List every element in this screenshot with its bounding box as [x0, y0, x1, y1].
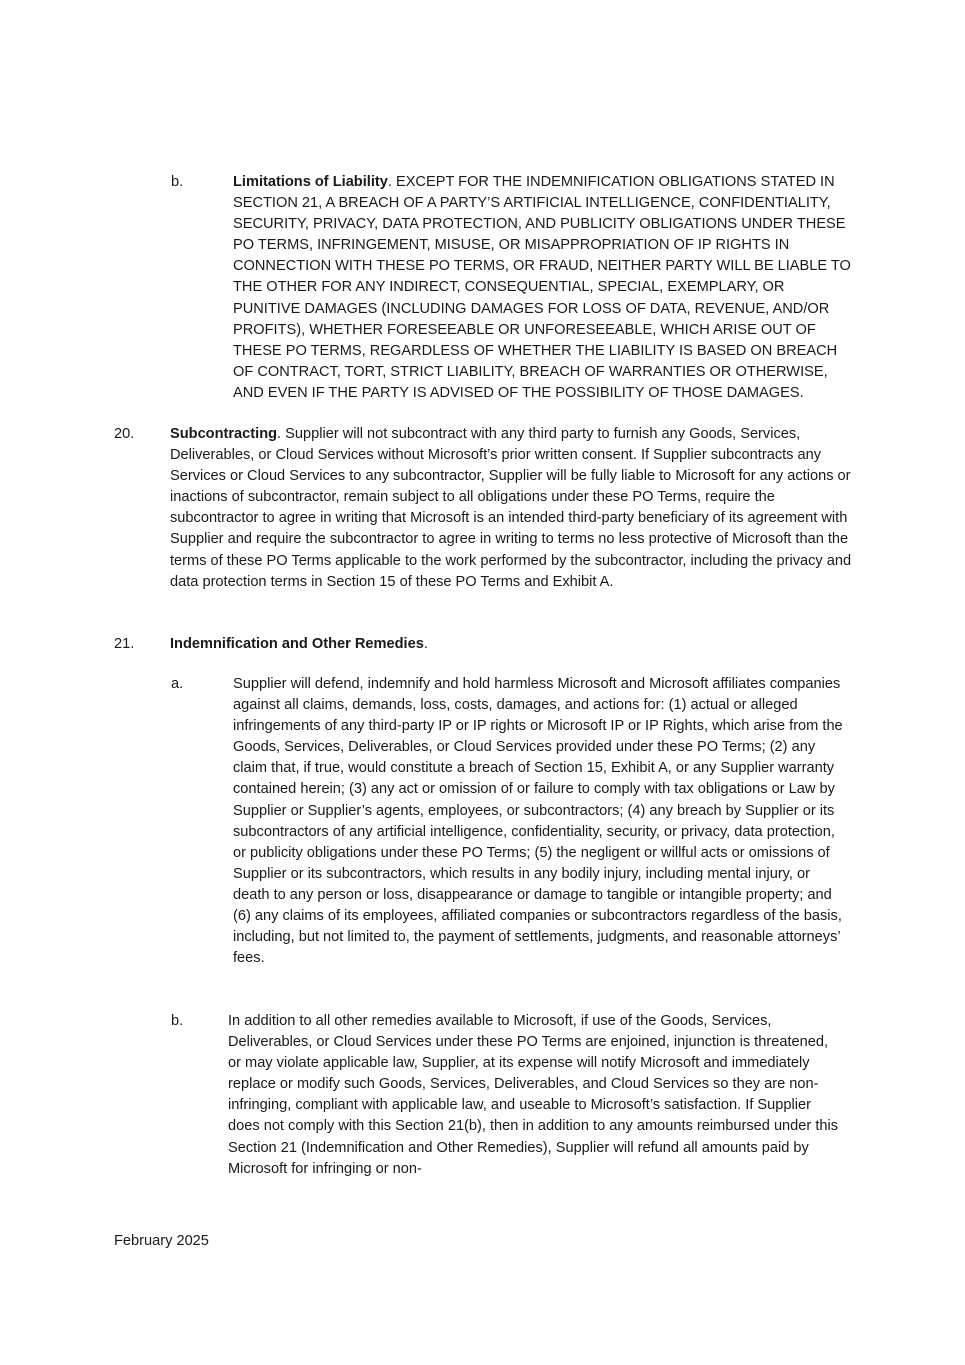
section-19b-text: . EXCEPT FOR THE INDEMNIFICATION OBLIGATIONS STATED IN SECTION 21, A BREACH OF A PARTY’S ARTIFICIAL INTELLIGENCE, CONFIDENTIALITY, SECURITY, PRIVACY, DATA PROTECTION, AND PUBLICITY OBLIGATIONS UNDER THESE PO TERMS, INFRINGEMENT, MISUSE, OR MISAPPROPRIATION OF IP RIGHTS IN CONNECTION WITH THESE PO TERMS, OR FRAUD, NEITHER PARTY WILL BE LIABLE TO THE OTHER FOR ANY INDIRECT, CONSEQUENTIAL, SPECIAL, EXEMPLARY, OR PUNITIVE DAMAGES (INCLUDING DAMAGES FOR LOSS OF DATA, REVENUE, AND/OR PROFITS), WHETHER FORESEEABLE OR UNFORESEEABLE, WHICH ARISE OUT OF THESE PO TERMS, REGARDLESS OF WHETHER THE LIABILITY IS BASED ON BREACH OF CONTRACT, TORT, STRICT LIABILITY, BREACH OF WARRANTIES OR OTHERWISE, AND EVEN IF THE PARTY IS ADVISED OF THE POSSIBILITY OF THOSE DAMAGES. — [233, 174, 851, 401]
section-21-text: . — [423, 636, 428, 652]
section-21-heading: Indemnification and Other Remedies — [170, 636, 424, 652]
section-21a — [171, 674, 861, 969]
section-20-marker: 20. — [114, 426, 135, 442]
section-19b-paragraph — [233, 172, 851, 404]
section-19b-heading: Limitations of Liability — [233, 174, 388, 190]
section-20 — [114, 424, 854, 593]
section-21-marker: 21. — [114, 636, 135, 652]
section-21a-paragraph: Supplier will defend, indemnify and hold harmless Microsoft and Microsoft affiliates companies against all claims, demands, loss, costs, damages, and actions for: (1) actual or alleged infringements of any third-party IP or IP rights or Microsoft IP or IP Rights, which arise from the Goods, Services, Deliverables, or Cloud Services provided under these PO Terms; (2) any claim that, if true, would constitute a breach of Section 15, Exhibit A, or any Supplier warranty contained herein; (3) any act or omission of or failure to comply with tax obligations or Law by Supplier or Supplier’s agents, employees, or subcontractors; (4) any breach by Supplier or its subcontractors of any artificial intelligence, confidentiality, security, or privacy, data protection, or publicity obligations under these PO Terms; (5) the negligent or willful acts or omissions of Supplier or its subcontractors, which results in any bodily injury, including mental injury, or death to any person or loss, disappearance or damage to tangible or intangible property; and (6) any claims of its employees, affiliated companies or subcontractors regardless of the basis, including, but not limited to, the payment of settlements, judgments, and reasonable attorneys’ fees. — [233, 676, 843, 967]
section-20-text: . Supplier will not subcontract with any third party to furnish any Goods, Services, Deliverables, or Cloud Services without Microsoft’s prior written consent. If Supplier subcontracts any Services or Cloud Services to any subcontractor, Supplier will be fully liable to Microsoft for any actions or inactions of subcontractor, remain subject to all obligations under these PO Terms, require the subcontractor to agree in writing that Microsoft is an intended third-party beneficiary of its agreement with Supplier and require the subcontractor to agree in writing to terms no less protective of Microsoft than the terms of these PO Terms applicable to the work performed by the subcontractor, including the privacy and data protection terms in Section 15 of these PO Terms and Exhibit A. — [170, 426, 852, 590]
section-21b — [171, 1011, 861, 1180]
section-20-paragraph — [170, 424, 854, 593]
section-21b-paragraph: In addition to all other remedies available to Microsoft, if use of the Goods, Services, Deliverables, or Cloud Services under these PO Terms are enjoined, injunction is threatened, or may violate applicable law, Supplier, at its expense will notify Microsoft and immediately replace or modify such Goods, Services, Deliverables, and Cloud Services so they are non-infringing, compliant with applicable law, and useable to Microsoft’s satisfaction. If Supplier does not comply with this Section 21(b), then in addition to any amounts reimbursed under this Section 21 (Indemnification and Other Remedies), Supplier will refund all amounts paid by Microsoft for infringing or non- — [228, 1013, 839, 1177]
section-19b — [171, 172, 861, 404]
section-21-paragraph — [170, 634, 854, 655]
section-21b-marker: b. — [171, 1013, 184, 1029]
section-20-heading: Subcontracting — [170, 426, 278, 442]
section-21a-marker: a. — [171, 676, 184, 692]
section-19b-marker: b. — [171, 174, 184, 190]
section-21 — [114, 634, 854, 655]
page-footer-date: February 2025 — [114, 1233, 209, 1249]
